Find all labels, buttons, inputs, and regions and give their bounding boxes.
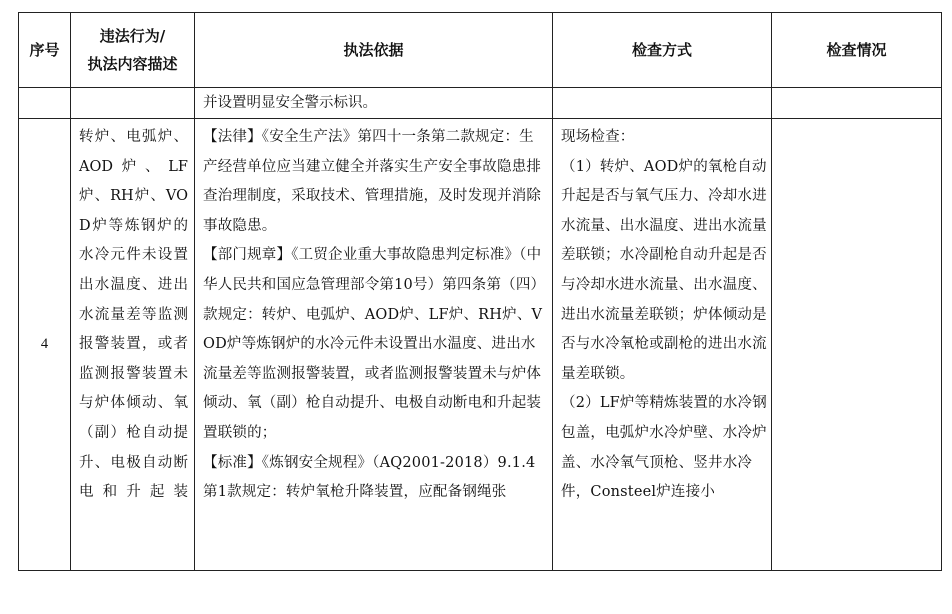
violation-description-cell	[71, 119, 195, 571]
header-row	[19, 13, 942, 88]
header-inspection-method: 检查方式	[553, 13, 772, 88]
continuation-serial-cell	[19, 88, 71, 119]
basis-standard-paragraph: 【标准】《炼钢安全规程》（AQ2001-2018）9.1.4第1款规定：转炉氧枪升降装置，应配备钢绳张	[203, 454, 536, 501]
violation-description-text: 转炉、电弧炉、AOD炉、LF炉、RH炉、VOD炉等炼钢炉的水冷元件未设置出水温度、进出水流量差等监测报警装置，或者监测报警装置未与炉体倾动、氧（副）枪自动提升、电极自动断电和升起装	[79, 129, 188, 501]
enforcement-table	[18, 12, 942, 571]
inspection-status-cell[interactable]	[772, 119, 942, 571]
header-violation-line1: 违法行为/	[99, 27, 166, 45]
inspection-item-2: （2）LF炉等精炼装置的水冷钢包盖，电弧炉水冷炉壁、水冷炉盖、水冷氧气顶枪、竖井水冷件，Consteel炉连接小	[561, 395, 767, 501]
inspection-item-1: （1）转炉、AOD炉的氧枪自动升起是否与氧气压力、冷却水进水流量、出水温度、进出水流量差联锁；水冷副枪自动升起是否与冷却水进水流量、出水温度、进出水流量差联锁；炉体倾动是否与水冷氧枪或副枪的进出水流量差联锁。	[561, 158, 767, 382]
continuation-description-cell	[71, 88, 195, 119]
table-row	[19, 119, 942, 571]
header-violation-description	[71, 13, 195, 88]
header-serial-number: 序号	[19, 13, 71, 88]
inspection-intro: 现场检查：	[561, 129, 635, 145]
continuation-text: 并设置明显安全警示标识。	[203, 95, 377, 111]
basis-regulation-paragraph: 【部门规章】《工贸企业重大事故隐患判定标准》（中华人民共和国应急管理部令第10号）第四条第（四）款规定：转炉、电弧炉、AOD炉、LF炉、RH炉、VOD炉等炼钢炉的水冷元件未设置出水温度、进出水流量差等监测报警装置，或者监测报警装置未与炉体倾动、氧（副）枪自动提升、电极自动断电和升起装置联锁的；	[203, 247, 546, 441]
legal-basis-cell	[195, 119, 553, 571]
header-legal-basis: 执法依据	[195, 13, 553, 88]
basis-law-paragraph: 【法律】《安全生产法》第四十一条第二款规定：生产经营单位应当建立健全并落实生产安全事故隐患排查治理制度，采取技术、管理措施，及时发现并消除事故隐患。	[203, 129, 542, 234]
continuation-basis-cell	[195, 88, 553, 119]
row-number: 4	[19, 119, 71, 571]
continuation-row	[19, 88, 942, 119]
inspection-method-cell	[553, 119, 772, 571]
continuation-inspection-cell	[553, 88, 772, 119]
continuation-status-cell	[772, 88, 942, 119]
header-inspection-status: 检查情况	[772, 13, 942, 88]
header-violation-line2: 执法内容描述	[87, 55, 178, 73]
